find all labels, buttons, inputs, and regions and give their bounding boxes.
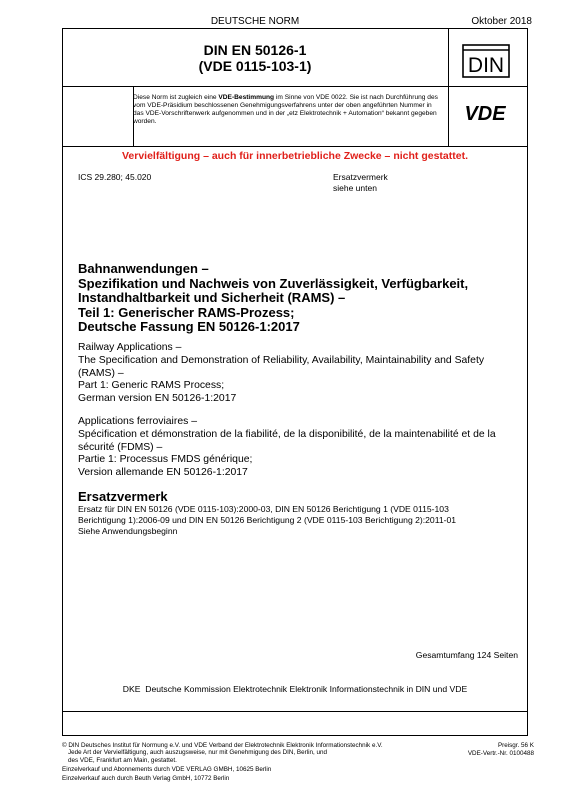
title-english-line: Part 1: Generic RAMS Process; [78,380,225,392]
title-french-line: Applications ferroviaires – [78,416,197,427]
title-french-line: Partie 1: Processus FMDS générique; [78,454,253,466]
vde-classification-number: (VDE 0115-103-1) [198,58,312,74]
title-english-line: German version EN 50126-1:2017 [78,393,237,405]
replacement-text-line: Siehe Anwendungsbeginn [78,526,178,536]
note-text-pre: Diese Norm ist zugleich eine [133,94,219,101]
sales-line: Einzelverkauf auch durch Beuth Verlag GmbH, 10772 Berlin [62,774,230,782]
replacement-text [78,504,518,537]
ics-codes: ICS 29.280; 45.020 [78,172,152,182]
sales-line: Einzelverkauf und Abonnements durch VDE VERLAG GMBH, 10625 Berlin [62,766,272,774]
vde-logo-text: VDE [464,103,506,124]
replacement-reference-label: Ersatzvermerk [333,172,388,182]
note-text-bold: VDE-Bestimmung [218,94,275,101]
copyright-line: Jede Art der Vervielfältigung, auch auszugsweise, nur mit Genehmigung des DIN, Berlin, und [68,749,328,757]
replacement-heading: Ersatzvermerk [78,489,168,504]
vde-logo-icon [452,102,518,124]
footer-order-info [440,742,534,758]
dke-line [62,684,528,694]
title-german-line: Instandhaltbarkeit und Sicherheit (RAMS) – [78,290,346,305]
replacement-text-line: Berichtigung 1):2006-09 und DIN EN 50126 Berichtigung 2 (VDE 0115-103 Berichtigung 2):2011-01 [78,515,457,525]
dke-full-name: Deutsche Kommission Elektrotechnik Elektronik Informationstechnik in DIN und VDE [145,684,468,694]
vde-order-number: VDE-Vertr.-Nr. 0100488 [467,750,534,757]
vde-regulation-note [133,94,443,126]
header-rule [63,86,527,87]
replacement-text-line: Ersatz für DIN EN 50126 (VDE 0115-103):2000-03, DIN EN 50126 Berichtigung 1 (VDE 0115-103 [78,504,449,514]
header-bottom-rule [63,146,527,147]
dke-abbreviation: DKE [122,684,141,694]
din-logo-text: DIN [467,54,505,77]
note-text-post: im Sinne von VDE 0022. Sie ist nach Durchführung des vom VDE-Präsidium beschlossenen Genehmigungsverfahrens unter der oben angeführten Nummer in das VDE-Vorschriftenwerk aufgenommen und in der „etz Elektrotechnik + Automation“ bekannt gegeben worden. [133,94,438,125]
title-french-line: Spécification et démonstration de la fiabilité, de la disponibilité, de la maintenabilité et de la [78,428,496,440]
replacement-reference-hint: siehe unten [333,183,377,193]
copyright-line: des VDE, Frankfurt am Main, gestattet. [68,756,177,764]
total-pages: Gesamtumfang 124 Seiten [415,650,518,660]
document-type-label: DEUTSCHE NORM [210,16,300,27]
copy-prohibition-warning: Vervielfältigung – auch für innerbetriebliche Zwecke – nicht gestattet. [121,150,468,162]
title-german-line: Spezifikation und Nachweis von Zuverlässigkeit, Verfügbarkeit, [78,275,469,291]
footer-legal [62,742,456,782]
title-french-line: sécurité (FDMS) – [78,441,163,453]
title-french [78,416,518,480]
issue-date: Oktober 2018 [471,16,532,27]
title-english-line: The Specification and Demonstration of Reliability, Availability, Maintainability and Safety [78,354,485,366]
title-english-line: (RAMS) – [78,367,124,379]
standard-number: DIN EN 50126-1 [203,42,307,58]
footer-rule [63,711,527,712]
logo-column-divider [448,29,449,146]
title-german [78,262,518,335]
standard-title-block [62,28,448,85]
title-german-line: Teil 1: Generischer RAMS-Prozess; [78,304,295,320]
title-german-line: Deutsche Fassung EN 50126-1:2017 [78,319,300,334]
price-group: Preisgr. 56 K [497,742,534,749]
replacement-reference [333,172,388,194]
din-logo-icon [462,44,510,78]
title-english-line: Railway Applications – [78,342,182,353]
title-german-line: Bahnanwendungen – [78,261,209,276]
title-english [78,342,518,406]
copyright-line: © DIN Deutsches Institut für Normung e.V. und VDE Verband der Elektrotechnik Elektronik Informationstechnik e.V. [62,742,383,749]
title-french-line: Version allemande EN 50126-1:2017 [78,467,248,479]
